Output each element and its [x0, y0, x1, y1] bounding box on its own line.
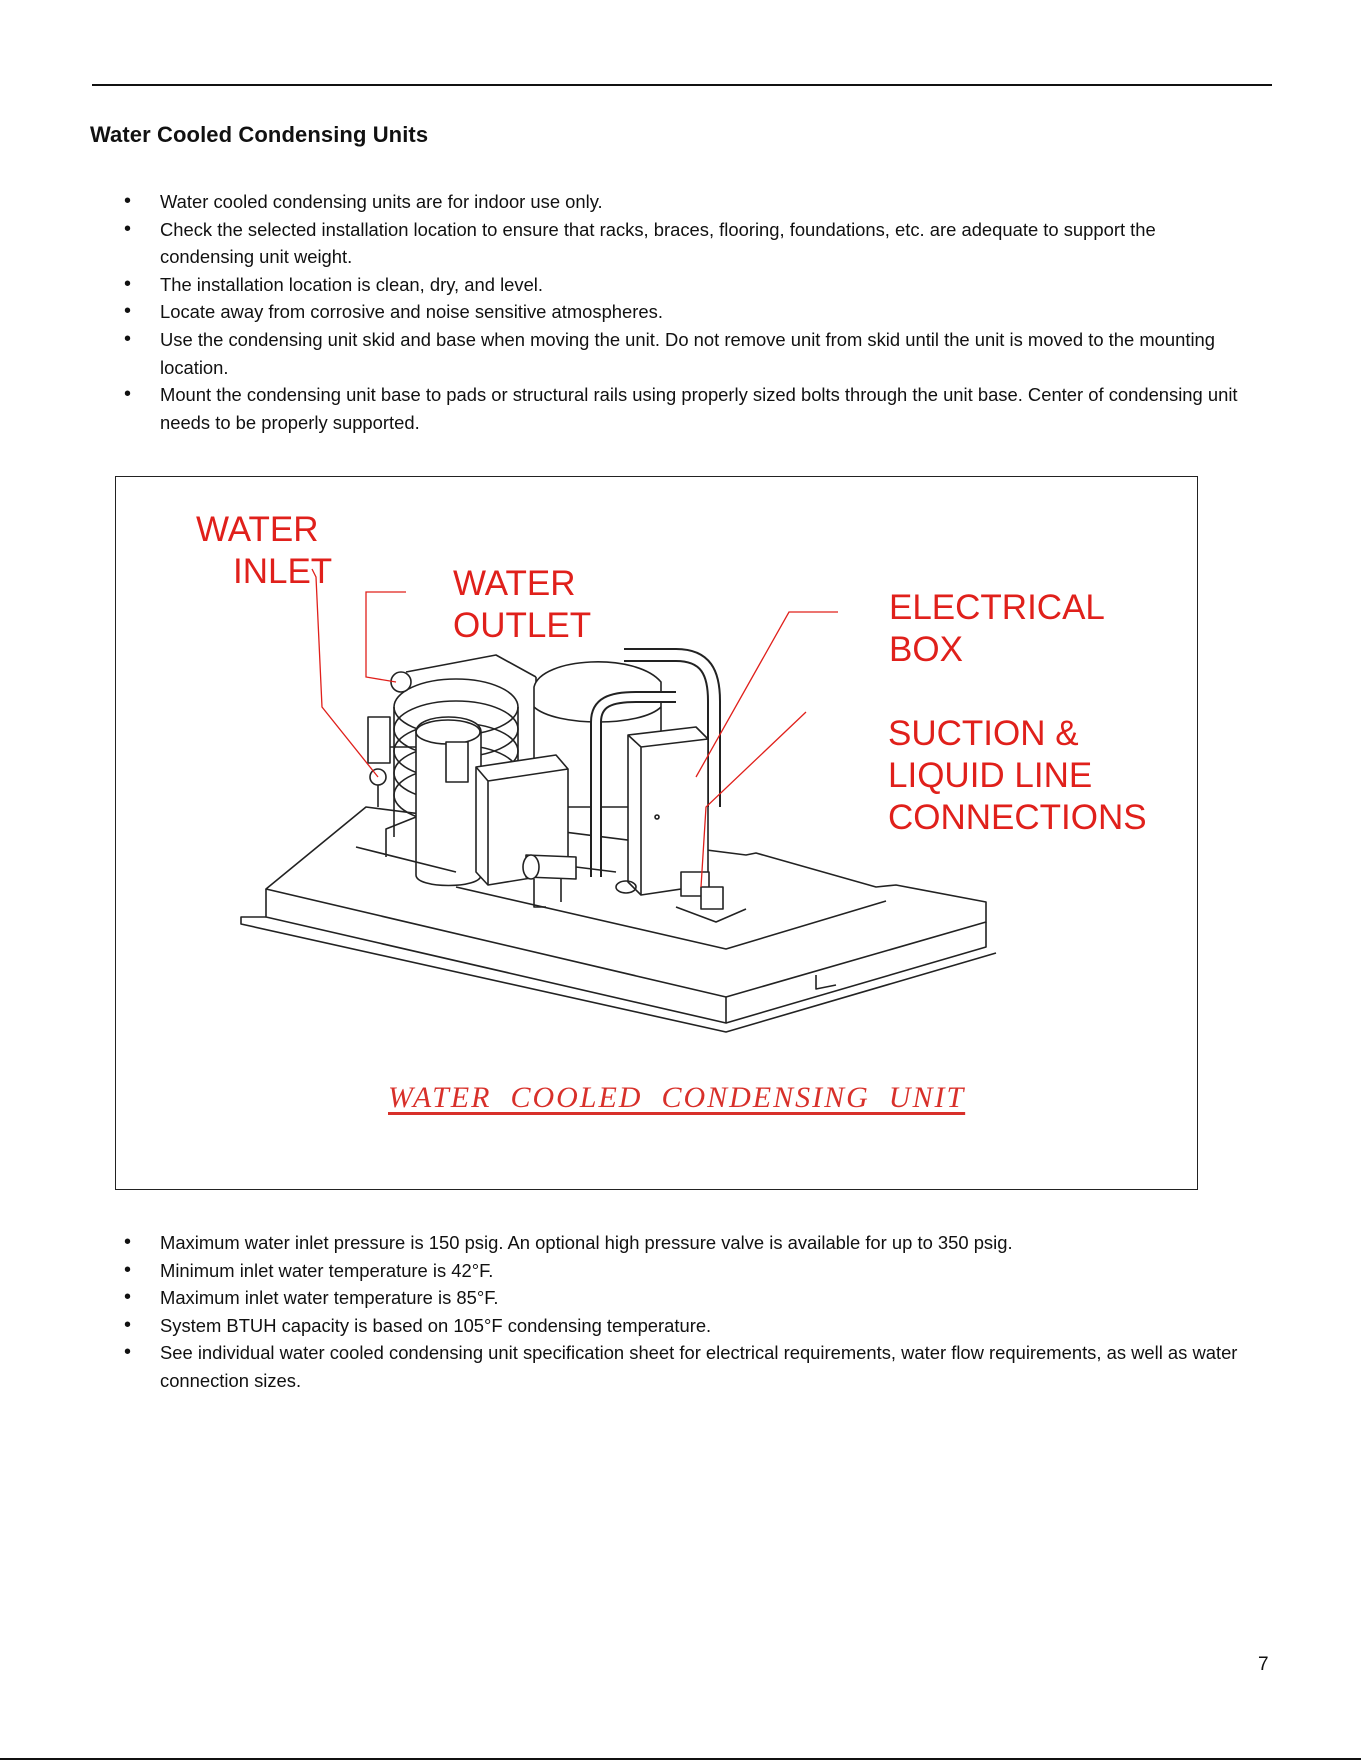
callout-water-inlet-line2: INLET — [233, 552, 333, 591]
callout-electrical-box-line1: ELECTRICAL — [889, 588, 1105, 627]
list-item: • Locate away from corrosive and noise sensitive atmospheres. — [0, 298, 1240, 326]
callout-suction-liquid-line1: SUCTION & — [888, 714, 1079, 753]
page-number: 7 — [1258, 1654, 1269, 1675]
list-item: • See individual water cooled condensing unit specification sheet for electrical requirements, water flow requirements, as well as water connection sizes. — [0, 1339, 1240, 1394]
callout-water-inlet-line1: WATER — [196, 510, 319, 549]
list-item: • Maximum water inlet pressure is 150 psig. An optional high pressure valve is available for up to 350 psig. — [0, 1229, 1240, 1257]
callout-electrical-box-line2: BOX — [889, 630, 963, 669]
list-item: • System BTUH capacity is based on 105°F condensing temperature. — [0, 1312, 1240, 1340]
bullet-list-installation — [0, 188, 1361, 436]
list-item: • Check the selected installation location to ensure that racks, braces, flooring, foundations, etc. are adequate to support the condensing unit weight. — [0, 216, 1240, 271]
list-item: • The installation location is clean, dry, and level. — [0, 271, 1240, 299]
figure-caption: WATER COOLED CONDENSING UNIT — [388, 1081, 966, 1114]
condensing-unit-figure — [115, 476, 1198, 1190]
callout-water-outlet-line2: OUTLET — [453, 606, 592, 645]
list-item: • Minimum inlet water temperature is 42°F. — [0, 1257, 1240, 1285]
list-item: • Use the condensing unit skid and base when moving the unit. Do not remove unit from skid until the unit is moved to the mounting location. — [0, 326, 1240, 381]
footer-rule — [0, 1758, 1361, 1760]
section-heading: Water Cooled Condensing Units — [90, 122, 429, 147]
list-item: • Maximum inlet water temperature is 85°F. — [0, 1284, 1240, 1312]
bullet-list-water-specs — [0, 1229, 1361, 1395]
callout-suction-liquid-line2: LIQUID LINE — [888, 756, 1093, 795]
callout-suction-liquid-line3: CONNECTIONS — [888, 798, 1147, 837]
list-item: • Mount the condensing unit base to pads or structural rails using properly sized bolts through the unit base. Center of condensing unit needs to be properly supported. — [0, 381, 1240, 436]
list-item: • Water cooled condensing units are for indoor use only. — [0, 188, 1240, 216]
header-rule — [92, 84, 1272, 86]
callout-water-outlet-line1: WATER — [453, 564, 576, 603]
